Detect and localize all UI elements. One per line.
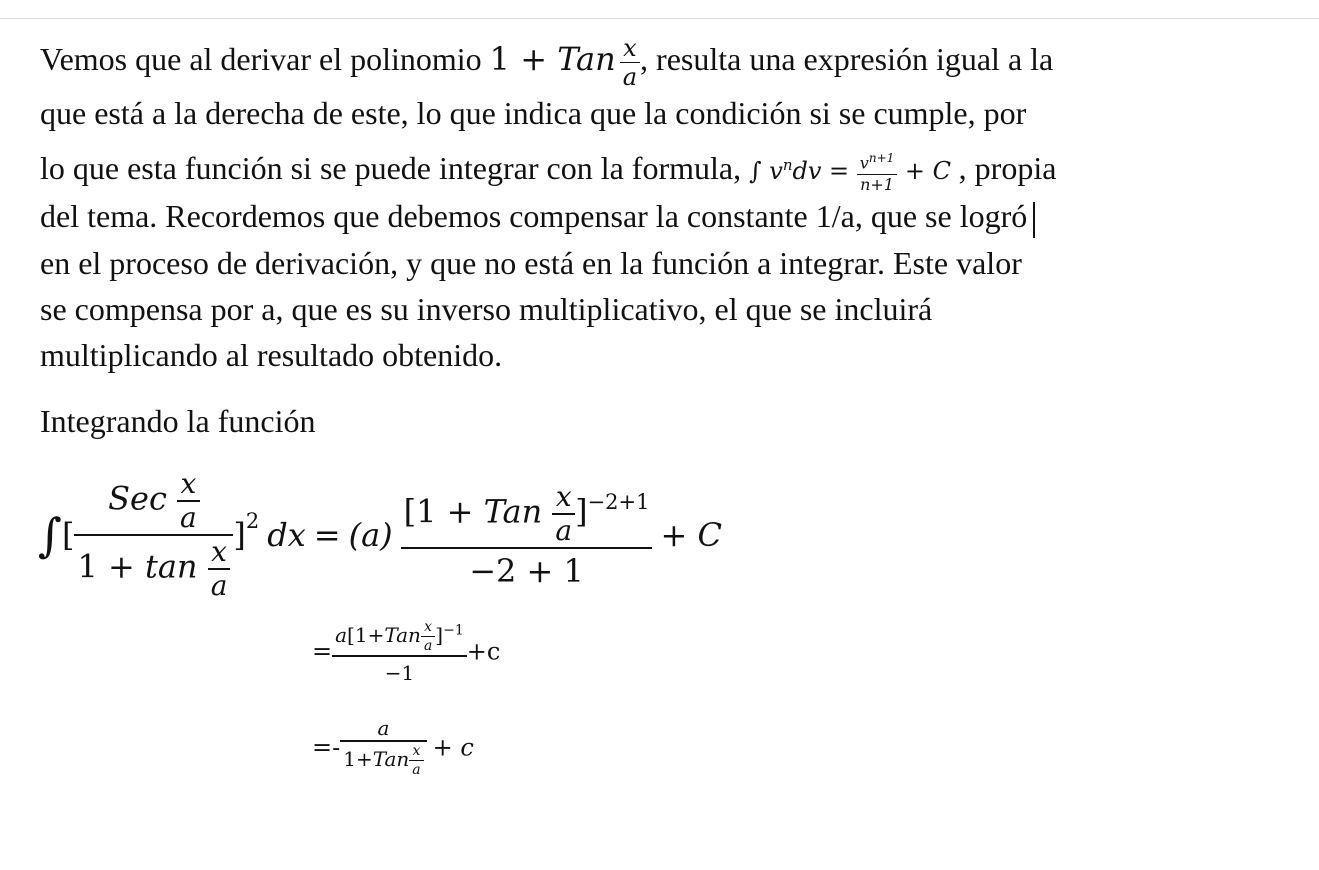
paragraph-line-6: se compensa por a, que es su inverso multiplicativo, el que se incluirá: [40, 291, 933, 327]
paragraph-line-2: que está a la derecha de este, lo que indica que la condición si se cumple, por: [40, 95, 1027, 131]
poly-fraction: $\frac{x}{a}$: [620, 36, 640, 89]
section-heading: Integrando la función: [40, 403, 316, 439]
power-formula-fraction: $\frac{v^{n+1}}{n+1}$: [857, 152, 897, 192]
text-segment: lo que esta función si se puede integrar con la formula,: [40, 150, 742, 186]
poly-tan: Tan: [557, 39, 616, 78]
integral-sign: ∫: [38, 508, 62, 562]
paragraph-line-4: del tema. Recordemos que debemos compensar la constante 1/a, que se logró: [40, 196, 1035, 238]
paragraph-line-5: en el proceso de derivación, y que no está en la función a integrar. Este valor: [40, 245, 1022, 281]
top-rule: [0, 18, 1319, 19]
power-formula: ∫ $v^ndv$ = $\frac{v^{n+1}}{n+1}$ + C: [749, 151, 952, 194]
paragraph-line-7: multiplicando al resultado obtenido.: [40, 337, 503, 373]
paragraph-line-3: [40, 145, 1056, 193]
text-segment: , propia: [958, 150, 1057, 186]
text-segment: , resulta una expresión igual a la: [640, 40, 1054, 77]
text-segment: Vemos que al derivar el polinomio: [40, 40, 490, 77]
poly-prefix: 1 +: [489, 39, 558, 78]
simplified-equation-1: = a[1+Tan $\frac{x}{a}$ ]$^{-1}$ −1 +c: [312, 619, 501, 685]
integrand-fraction: Sec $\frac{x}{a}$ 1 + tan $\frac{x}{a}$: [74, 470, 233, 600]
integral-equation: ∫[ Sec $\frac{x}{a}$ 1 + tan $\frac{x}{a}$ ]$^2$ dx = (a) [1 + Tan $\frac{x}{a}$ ]$^{-2+1}$ −2 + 1 + C: [38, 467, 722, 602]
result-fraction: [1 + Tan $\frac{x}{a}$ ]$^{-2+1}$ −2 + 1: [401, 483, 653, 587]
simplified-equation-2: =- a 1+Tan $\frac{x}{a}$ + c: [312, 716, 474, 778]
paragraph-line-1: [40, 36, 1053, 89]
text-cursor: [1033, 202, 1035, 238]
